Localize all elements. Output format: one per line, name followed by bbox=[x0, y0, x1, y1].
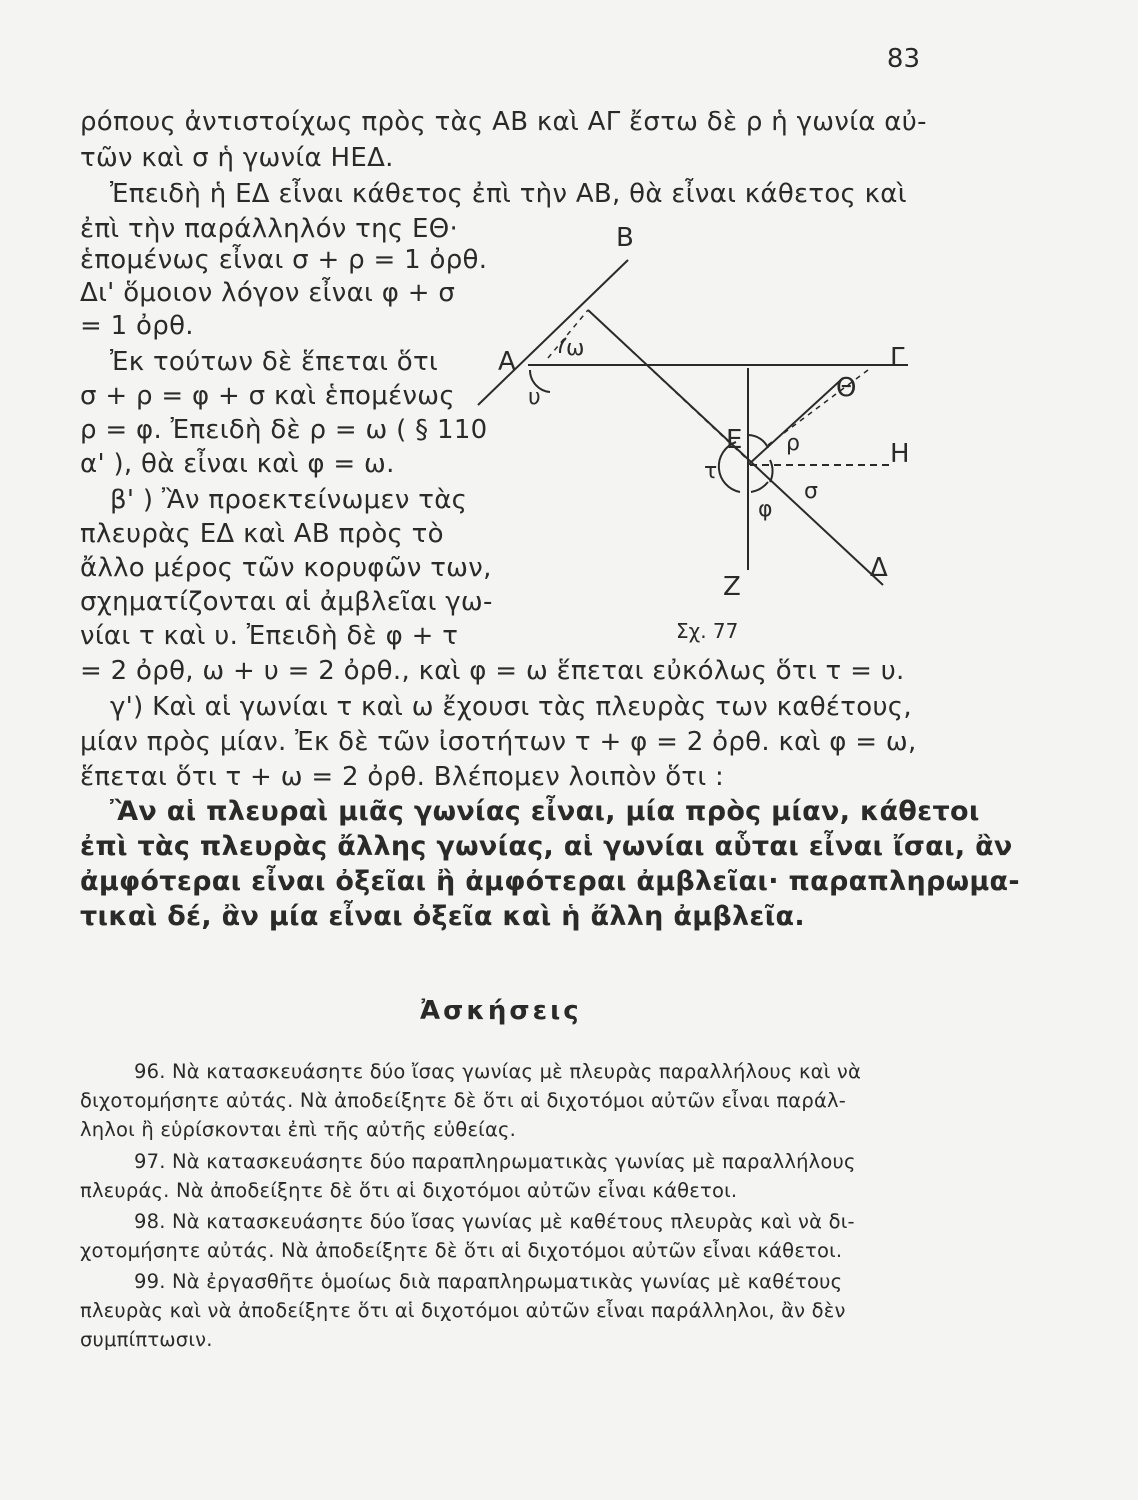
theorem-line: Ἂν αἱ πλευραὶ μιᾶς γωνίας εἶναι, μία πρὸς μίαν, κάθετοι bbox=[110, 796, 980, 827]
exercise-line: 99. Νὰ ἐργασθῆτε ὁμοίως διὰ παραπληρωματικὰς γωνίας μὲ καθέτους bbox=[134, 1270, 843, 1293]
exercise-line: πλευρὰς καὶ νὰ ἀποδείξητε ὅτι αἱ διχοτόμοι αὐτῶν εἶναι παράλληλοι, ἂν δὲν bbox=[80, 1299, 846, 1322]
body-line: Δι' ὅμοιον λόγον εἶναι φ + σ bbox=[80, 278, 456, 308]
exercise-line: χοτομήσητε αὐτάς. Νὰ ἀποδείξητε δὲ ὅτι αἱ διχοτόμοι αὐτῶν εἶναι κάθετοι. bbox=[80, 1239, 843, 1262]
label-A: Α bbox=[498, 347, 516, 377]
body-line: ρ = φ. Ἐπειδὴ δὲ ρ = ω ( § 110 bbox=[80, 415, 488, 445]
page-number: 83 bbox=[886, 44, 920, 74]
exercise-line: διχοτομήσητε αὐτάς. Νὰ ἀποδείξητε δὲ ὅτι αἱ διχοτόμοι αὐτῶν εἶναι παράλ- bbox=[80, 1089, 846, 1112]
body-line: ἄλλο μέρος τῶν κορυφῶν των, bbox=[80, 553, 492, 583]
exercise-line: ληλοι ἢ εὑρίσκονται ἐπὶ τῆς αὐτῆς εὐθείας. bbox=[80, 1118, 517, 1141]
exercise-line: 97. Νὰ κατασκευάσητε δύο παραπληρωματικὰς γωνίας μὲ παραλλήλους bbox=[134, 1150, 856, 1173]
label-G: Γ bbox=[890, 343, 905, 373]
theorem-line: ἐπὶ τὰς πλευρὰς ἄλλης γωνίας, αἱ γωνίαι αὗται εἶναι ἴσαι, ἂν bbox=[80, 831, 1013, 862]
body-line: ρόπους ἀντιστοίχως πρὸς τὰς ΑΒ καὶ ΑΓ ἔστω δὲ ρ ἡ γωνία αὐ- bbox=[80, 107, 927, 137]
body-line: τῶν καὶ σ ἡ γωνία ΗΕΔ. bbox=[80, 143, 394, 173]
body-line: α' ), θὰ εἶναι καὶ φ = ω. bbox=[80, 449, 395, 479]
line-AB bbox=[478, 260, 628, 405]
label-rho: ρ bbox=[786, 431, 800, 456]
label-H: Η bbox=[890, 439, 910, 469]
body-line: σ + ρ = φ + σ καὶ ἑπομένως bbox=[80, 381, 455, 411]
exercise-line: πλευράς. Νὰ ἀποδείξητε δὲ ὅτι αἱ διχοτόμοι αὐτῶν εἶναι κάθετοι. bbox=[80, 1179, 738, 1202]
body-line: = 1 ὀρθ. bbox=[80, 311, 194, 341]
label-upsilon: υ bbox=[528, 385, 541, 410]
exercise-line: 98. Νὰ κατασκευάσητε δύο ἴσας γωνίας μὲ καθέτους πλευρὰς καὶ νὰ δι- bbox=[134, 1210, 855, 1233]
body-line: μίαν πρὸς μίαν. Ἐκ δὲ τῶν ἰσοτήτων τ + φ = 2 ὀρθ. καὶ φ = ω, bbox=[80, 727, 917, 757]
label-E: Ε bbox=[726, 425, 743, 455]
figure-77 bbox=[468, 210, 928, 650]
theorem-line: τικαὶ δέ, ἂν μία εἶναι ὀξεῖα καὶ ἡ ἄλλη ἀμβλεῖα. bbox=[80, 901, 805, 932]
theorem-line: ἀμφότεραι εἶναι ὀξεῖαι ἢ ἀμφότεραι ἀμβλεῖαι· παραπληρωμα- bbox=[80, 866, 1020, 897]
arc-sigma bbox=[770, 460, 773, 482]
body-line: = 2 ὀρθ, ω + υ = 2 ὀρθ., καὶ φ = ω ἕπεται εὐκόλως ὅτι τ = υ. bbox=[80, 656, 905, 686]
body-line: Ἐπειδὴ ἡ ΕΔ εἶναι κάθετος ἐπὶ τὴν ΑΒ, θὰ εἶναι κάθετος καὶ bbox=[110, 179, 907, 209]
label-sigma: σ bbox=[804, 479, 818, 504]
arc-rho bbox=[748, 435, 768, 448]
exercise-line: συμπίπτωσιν. bbox=[80, 1328, 213, 1351]
body-line: γ') Καὶ αἱ γωνίαι τ καὶ ω ἔχουσι τὰς πλευρὰς των καθέτους, bbox=[110, 692, 912, 722]
label-Th: Θ bbox=[836, 373, 857, 403]
body-line: Ἐκ τούτων δὲ ἕπεται ὅτι bbox=[110, 347, 438, 377]
body-line: β' ) Ἂν προεκτείνωμεν τὰς bbox=[110, 485, 468, 515]
label-tau: τ bbox=[704, 459, 718, 484]
exercises-title: Ἀσκήσεις bbox=[420, 996, 582, 1026]
body-line: ἑπομένως εἶναι σ + ρ = 1 ὀρθ. bbox=[80, 245, 488, 275]
arc-phi bbox=[751, 482, 768, 492]
body-line: ἕπεται ὅτι τ + ω = 2 ὀρθ. Βλέπομεν λοιπὸν ὅτι : bbox=[80, 762, 725, 792]
figure-caption: Σχ. 77 bbox=[676, 619, 739, 643]
body-line: σχηματίζονται αἱ ἀμβλεῖαι γω- bbox=[80, 587, 493, 617]
label-phi: φ bbox=[758, 497, 773, 522]
label-Z: Ζ bbox=[723, 572, 741, 602]
body-line: νίαι τ καὶ υ. Ἐπειδὴ δὲ φ + τ bbox=[80, 621, 459, 651]
exercise-line: 96. Νὰ κατασκευάσητε δύο ἴσας γωνίας μὲ πλευρὰς παραλλήλους καὶ νὰ bbox=[134, 1060, 862, 1083]
body-line: πλευρὰς ΕΔ καὶ ΑΒ πρὸς τὸ bbox=[80, 519, 444, 549]
label-B: Β bbox=[616, 223, 634, 253]
label-D: Δ bbox=[870, 553, 888, 583]
label-omega: ω bbox=[566, 336, 585, 361]
body-line: ἐπὶ τὴν παράλληλόν της ΕΘ· bbox=[80, 214, 459, 244]
